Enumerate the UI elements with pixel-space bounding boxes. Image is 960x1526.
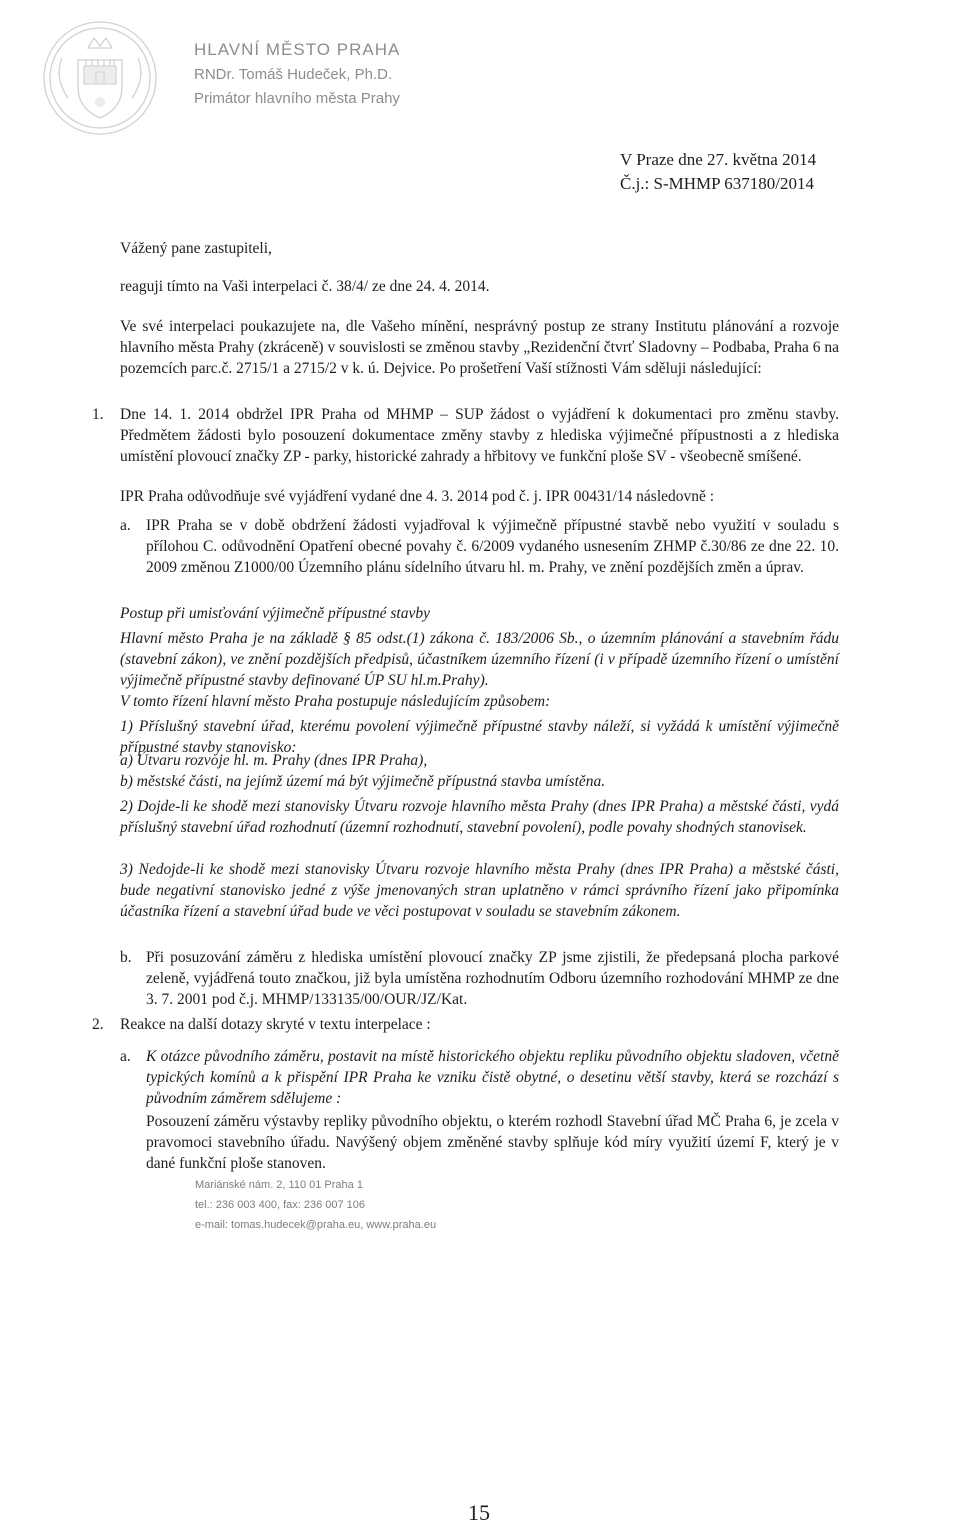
- procedure-step-3: 3) Nedojde-li ke shodě mezi stanovisky Útvaru rozvoje hlavního města Prahy (dnes IPR Praha) a městské části, bude negativní stanovisko jedné z výše jmenovaných stran uplatněno v rámci správního řízení jako připomínka účastníka řízení a stavební úřad bude ve věci postupovat v souladu se stavebním zákonem.: [120, 861, 839, 920]
- item-2a-label: a.: [120, 1048, 131, 1065]
- procedure-step-1b: b) městské části, na jejímž území má být výjimečně přípustná stavba umístěna.: [120, 773, 606, 790]
- item-1-reasoning: IPR Praha odůvodňuje své vyjádření vydané dne 4. 3. 2014 pod č. j. IPR 00431/14 následovně :: [120, 488, 715, 505]
- item-1-text: Dne 14. 1. 2014 obdržel IPR Praha od MHMP – SUP žádost o vyjádření k dokumentaci pro změnu stavby. Předmětem žádosti bylo posouzení dokumentace změny stavby z hlediska výjimečné přípustnosti a z hlediska umístění plovoucí značky ZP - parky, historické zahrady a hřbitovy ve funkční ploše SV - všeobecně smíšené.: [120, 406, 839, 465]
- item-1-number: 1.: [92, 406, 104, 423]
- item-2-text: Reakce na další dotazy skryté v textu interpelace :: [120, 1016, 431, 1033]
- salutation: Vážený pane zastupiteli,: [120, 240, 272, 257]
- prague-coat-of-arms-icon: [40, 18, 160, 138]
- letterhead-name: RNDr. Tomáš Hudeček, Ph.D.: [194, 66, 393, 83]
- page-number: 15: [468, 1500, 490, 1525]
- place-date: V Praze dne 27. května 2014: [620, 150, 817, 169]
- intro-line: reaguji tímto na Vaši interpelaci č. 38/4/ ze dne 24. 4. 2014.: [120, 278, 490, 295]
- item-1b-text: Při posuzování záměru z hlediska umístění plovoucí značky ZP jsme zjistili, že předepsaná plocha parkové zeleně, vyjádřená touto značkou, již byla umístěna rozhodnutím Odboru územního rozhodování MHMP ze dne 3. 7. 2001 pod č.j. MHMP/133135/00/OUR/JZ/Kat.: [146, 949, 839, 1008]
- procedure-step-1a: a) Útvaru rozvoje hl. m. Prahy (dnes IPR Praha),: [120, 752, 428, 769]
- procedure-paragraph-1: Hlavní město Praha je na základě § 85 odst.(1) zákona č. 183/2006 Sb., o územním plánování a stavebním řádu (stavební zákon), ve znění pozdějších předpisů, účastníkem územního řízení (i v případě územního řízení o umístění výjimečně přípustné stavby definované ÚP SU hl.m.Prahy).: [120, 630, 839, 689]
- procedure-step-2: 2) Dojde-li ke shodě mezi stanovisky Útvaru rozvoje hlavního města Prahy (dnes IPR Praha) a městské části, vydá příslušný stavební úřad rozhodnutí (územní rozhodnutí, stavební povolení), podle povahy shodných stanovisek.: [120, 798, 839, 836]
- procedure-paragraph-2: V tomto řízení hlavní město Praha postupuje následujícím způsobem:: [120, 693, 551, 710]
- item-2a-question: K otázce původního záměru, postavit na místě historického objektu repliku původního objektu sladoven, včetně typických komínů a k přispění IPR Praha ke vzniku čistě obytné, o desetinu větší stavby, která se rozchází s původním záměrem sdělujeme :: [146, 1048, 839, 1107]
- item-1a-text: IPR Praha se v době obdržení žádosti vyjadřoval k výjimečně přípustné stavbě nebo využití v souladu s přílohou C. odůvodnění Opatření obecné povahy č. 6/2009 vydaného usnesením ZHMP č.30/86 ze dne 22. 10. 2009 změnou Z1000/00 Územního plánu sídelního útvaru hl. m. Prahy, ve znění pozdějších změn a úprav.: [146, 517, 839, 576]
- footer-address: Mariánské nám. 2, 110 01 Praha 1: [195, 1179, 363, 1191]
- footer-email: e-mail: tomas.hudecek@praha.eu, www.praha.eu: [195, 1219, 437, 1231]
- item-1a-label: a.: [120, 517, 131, 534]
- item-1b-label: b.: [120, 949, 132, 966]
- footer-phone: tel.: 236 003 400, fax: 236 007 106: [195, 1199, 366, 1211]
- paragraph-complaint: Ve své interpelaci poukazujete na, dle Vašeho mínění, nesprávný postup ze strany Institutu plánování a rozvoje hlavního města Prahy (zkráceně) v souvislosti se změnou stavby „Rezidenční čtvrť Sladovny – Podbaba, Praha 6 na pozemcích parc.č. 2715/1 a 2715/2 v k. ú. Dejvice. Po prošetření Vaší stížnosti Vám sděluji následující:: [120, 318, 840, 377]
- procedure-title: Postup při umisťování výjimečně přípustné stavby: [120, 605, 430, 622]
- reference-number: Č.j.: S-MHMP 637180/2014: [620, 174, 814, 193]
- procedure-step-1: 1) Příslušný stavební úřad, kterému povolení výjimečně přípustné stavby náleží, si vyžádá k umístění výjimečně přípustné stavby stanovisko:: [120, 718, 839, 756]
- item-2-number: 2.: [92, 1016, 104, 1033]
- letterhead-role: Primátor hlavního města Prahy: [194, 90, 400, 107]
- letterhead-institution: HLAVNÍ MĚSTO PRAHA: [194, 40, 401, 59]
- item-2a-answer: Posouzení záměru výstavby repliky původního objektu, o kterém rozhodl Stavební úřad MČ Praha 6, je zcela v pravomoci stavebního úřadu. Navýšený objem změněné stavby splňuje kód míry využití území F, který je v dané funkční ploše stanoven.: [146, 1113, 839, 1172]
